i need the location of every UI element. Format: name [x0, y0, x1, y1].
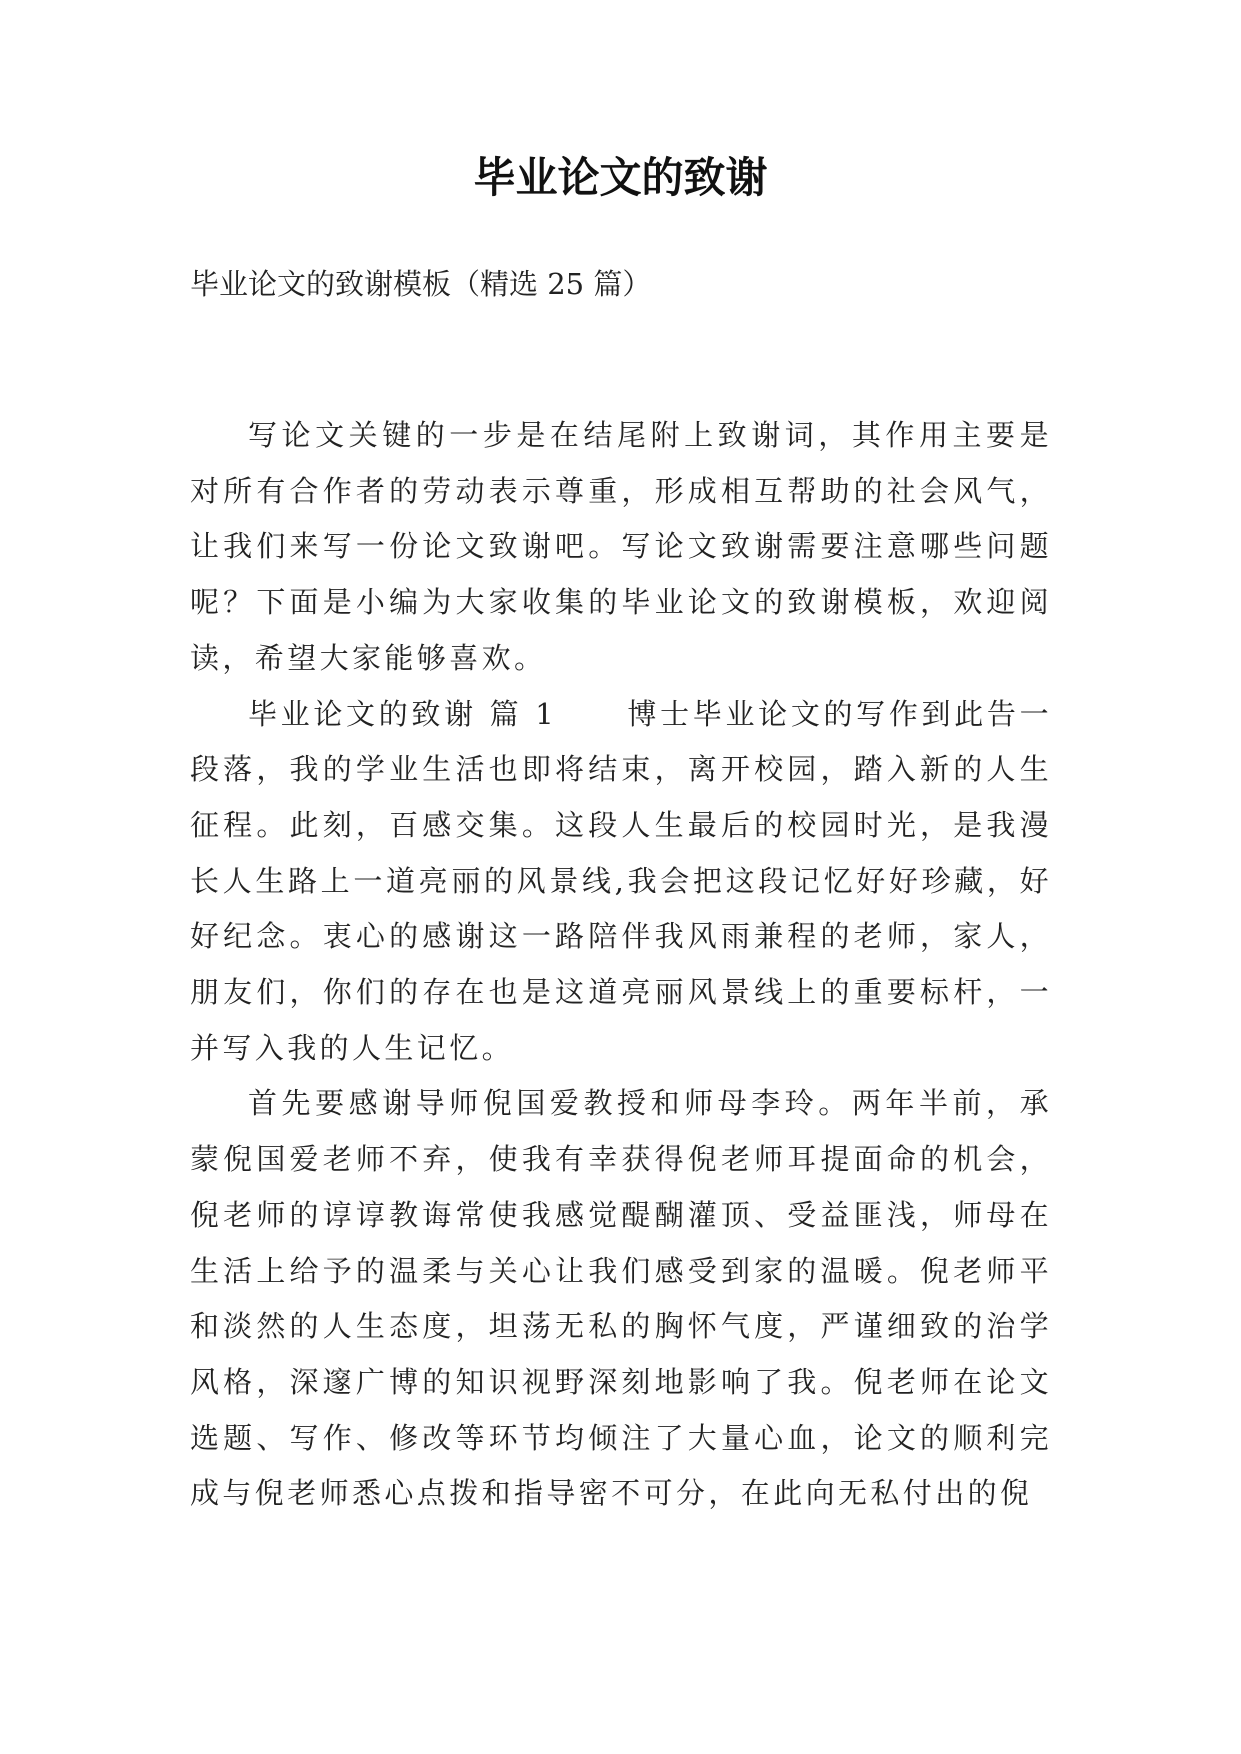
section-heading: 毕业论文的致谢 篇 1	[248, 696, 558, 731]
advisor-thanks-paragraph: 首先要感谢导师倪国爱教授和师母李玲。两年半前，承蒙倪国爱老师不弃，使我有幸获得倪老师耳提面命的机会，倪老师的谆谆教诲常使我感觉醍醐灌顶、受益匪浅，师母在生活上给予的温柔与关心让我们感受到家的温暖。倪老师平和淡然的人生态度，坦荡无私的胸怀气度，严谨细致的治学风格，深邃广博的知识视野深刻地影响了我。倪老师在论文选题、写作、修改等环节均倾注了大量心血，论文的顺利完成与倪老师悉心点拨和指导密不可分，在此向无私付出的倪	[190, 1086, 1052, 1511]
section-1-paragraph	[190, 687, 1052, 1077]
intro-paragraph: 写论文关键的一步是在结尾附上致谢词，其作用主要是对所有合作者的劳动表示尊重，形成相互帮助的社会风气，让我们来写一份论文致谢吧。写论文致谢需要注意哪些问题呢？下面是小编为大家收集的毕业论文的致谢模板，欢迎阅读，希望大家能够喜欢。	[190, 418, 1052, 675]
document-subtitle: 毕业论文的致谢模板（精选 25 篇）	[190, 267, 652, 301]
section-text: 博士毕业论文的写作到此告一段落，我的学业生活也即将结束，离开校园，踏入新的人生征程。此刻，百感交集。这段人生最后的校园时光，是我漫长人生路上一道亮丽的风景线,我会把这段记忆好好珍藏，好好纪念。衷心的感谢这一路陪伴我风雨兼程的老师，家人，朋友们，你们的存在也是这道亮丽风景线上的重要标杆，一并写入我的人生记忆。	[190, 696, 1052, 1065]
document-body	[190, 408, 1052, 1522]
document-title: 毕业论文的致谢	[473, 153, 768, 202]
